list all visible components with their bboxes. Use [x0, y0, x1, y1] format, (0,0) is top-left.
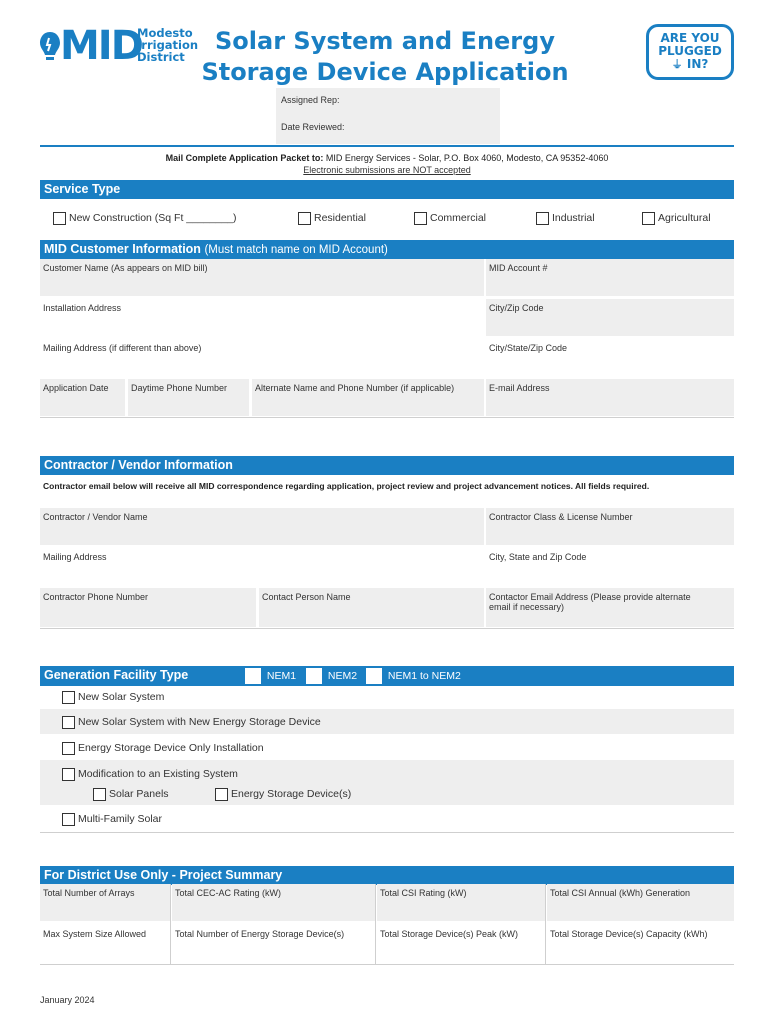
city-state-zip-field[interactable]: City/State/Zip Code	[489, 343, 568, 353]
contractor-name-field[interactable]: Contractor / Vendor Name	[40, 508, 484, 545]
option-solar-with-storage[interactable]: New Solar System with New Energy Storage Device	[62, 715, 321, 729]
license-number-field[interactable]: Contractor Class & License Number	[486, 508, 734, 545]
installation-address-field[interactable]: Installation Address	[43, 303, 122, 313]
divider	[40, 417, 734, 418]
checkbox[interactable]	[93, 788, 106, 801]
option-new-construction[interactable]: New Construction (Sq Ft ________)	[53, 211, 237, 225]
contractor-note: Contractor email below will receive all MID correspondence regarding application, project review and project advancement notices. All fields required.	[43, 481, 650, 491]
storage-count-field[interactable]: Total Number of Energy Storage Device(s)	[175, 929, 345, 939]
application-date-field[interactable]: Application Date	[40, 379, 125, 416]
checkbox[interactable]	[62, 691, 75, 704]
total-arrays-field[interactable]: Total Number of Arrays	[40, 884, 170, 921]
checkbox[interactable]	[642, 212, 655, 225]
option-agricultural[interactable]: Agricultural	[642, 211, 711, 225]
checkbox[interactable]	[536, 212, 549, 225]
option-residential[interactable]: Residential	[298, 211, 366, 225]
contractor-heading: Contractor / Vendor Information	[40, 456, 734, 475]
electronic-note: Electronic submissions are NOT accepted	[303, 165, 471, 175]
header-divider	[40, 145, 734, 147]
checkbox[interactable]	[62, 716, 75, 729]
service-type-heading: Service Type	[40, 180, 734, 199]
option-nem1-to-nem2[interactable]: NEM1 to NEM2	[366, 668, 461, 684]
divider	[40, 832, 734, 833]
checkbox[interactable]	[62, 813, 75, 826]
checkbox[interactable]	[366, 668, 382, 684]
max-system-size-field[interactable]: Max System Size Allowed	[43, 929, 147, 939]
divider	[40, 628, 734, 629]
cec-ac-rating-field[interactable]: Total CEC-AC Rating (kW)	[172, 884, 375, 921]
page-title: Solar System and Energy Storage Device Application	[201, 27, 569, 86]
lightbulb-icon	[38, 30, 62, 64]
checkbox[interactable]	[53, 212, 66, 225]
option-storage-devices[interactable]: Energy Storage Device(s)	[215, 787, 351, 801]
option-modification[interactable]: Modification to an Existing System	[62, 767, 238, 781]
option-nem2[interactable]: NEM2	[306, 668, 357, 684]
customer-name-field[interactable]: Customer Name (As appears on MID bill)	[40, 259, 484, 296]
csi-rating-field[interactable]: Total CSI Rating (kW)	[377, 884, 545, 921]
option-solar-panels[interactable]: Solar Panels	[93, 787, 169, 801]
plugged-in-badge: ARE YOU PLUGGED ⏚ IN?	[646, 24, 734, 80]
assigned-rep-field[interactable]: Assigned Rep:	[281, 95, 340, 105]
contractor-mailing-field[interactable]: Mailing Address	[43, 552, 107, 562]
checkbox[interactable]	[62, 742, 75, 755]
mailing-address-field[interactable]: Mailing Address (if different than above)	[43, 343, 202, 353]
checkbox[interactable]	[306, 668, 322, 684]
generation-heading: Generation Facility Type	[40, 666, 734, 686]
checkbox[interactable]	[414, 212, 427, 225]
divider	[170, 884, 171, 964]
checkbox[interactable]	[215, 788, 228, 801]
email-field[interactable]: E-mail Address	[486, 379, 734, 416]
csi-annual-field[interactable]: Total CSI Annual (kWh) Generation	[547, 884, 734, 921]
option-commercial[interactable]: Commercial	[414, 211, 486, 225]
option-new-solar[interactable]: New Solar System	[62, 690, 164, 704]
checkbox[interactable]	[62, 768, 75, 781]
contact-person-field[interactable]: Contact Person Name	[259, 588, 484, 627]
plug-icon: ⏚ IN?	[671, 57, 709, 71]
option-storage-only[interactable]: Energy Storage Device Only Installation	[62, 741, 264, 755]
contractor-email-field[interactable]: Contactor Email Address (Please provide alternate email if necessary)	[486, 588, 734, 627]
daytime-phone-field[interactable]: Daytime Phone Number	[128, 379, 249, 416]
mid-account-field[interactable]: MID Account #	[486, 259, 734, 296]
date-reviewed-field[interactable]: Date Reviewed:	[281, 122, 345, 132]
office-use-box	[276, 88, 500, 144]
storage-capacity-field[interactable]: Total Storage Device(s) Capacity (kWh)	[550, 929, 708, 939]
alternate-contact-field[interactable]: Alternate Name and Phone Number (if applicable)	[252, 379, 484, 416]
checkbox[interactable]	[298, 212, 311, 225]
checkbox[interactable]	[245, 668, 261, 684]
footer-date: January 2024	[40, 995, 95, 1005]
logo-org-name: Modesto Irrigation District	[137, 26, 199, 64]
contractor-phone-field[interactable]: Contractor Phone Number	[40, 588, 256, 627]
logo-mark: MID	[60, 23, 142, 69]
option-industrial[interactable]: Industrial	[536, 211, 595, 225]
district-heading: For District Use Only - Project Summary	[40, 866, 734, 885]
storage-peak-field[interactable]: Total Storage Device(s) Peak (kW)	[380, 929, 519, 939]
option-multi-family[interactable]: Multi-Family Solar	[62, 812, 162, 826]
divider	[40, 964, 734, 965]
divider	[375, 884, 376, 964]
contractor-city-field[interactable]: City, State and Zip Code	[489, 552, 587, 562]
mail-instructions: Mail Complete Application Packet to: MID Energy Services - Solar, P.O. Box 4060, Modesto, CA 95352-4060 Electronic submissions are NOT accepted	[165, 153, 609, 175]
mid-logo	[38, 23, 199, 69]
customer-info-heading: MID Customer Information (Must match name on MID Account)	[40, 240, 734, 259]
city-zip-field[interactable]: City/Zip Code	[486, 299, 734, 336]
option-nem1[interactable]: NEM1	[245, 668, 296, 684]
divider	[545, 884, 546, 964]
